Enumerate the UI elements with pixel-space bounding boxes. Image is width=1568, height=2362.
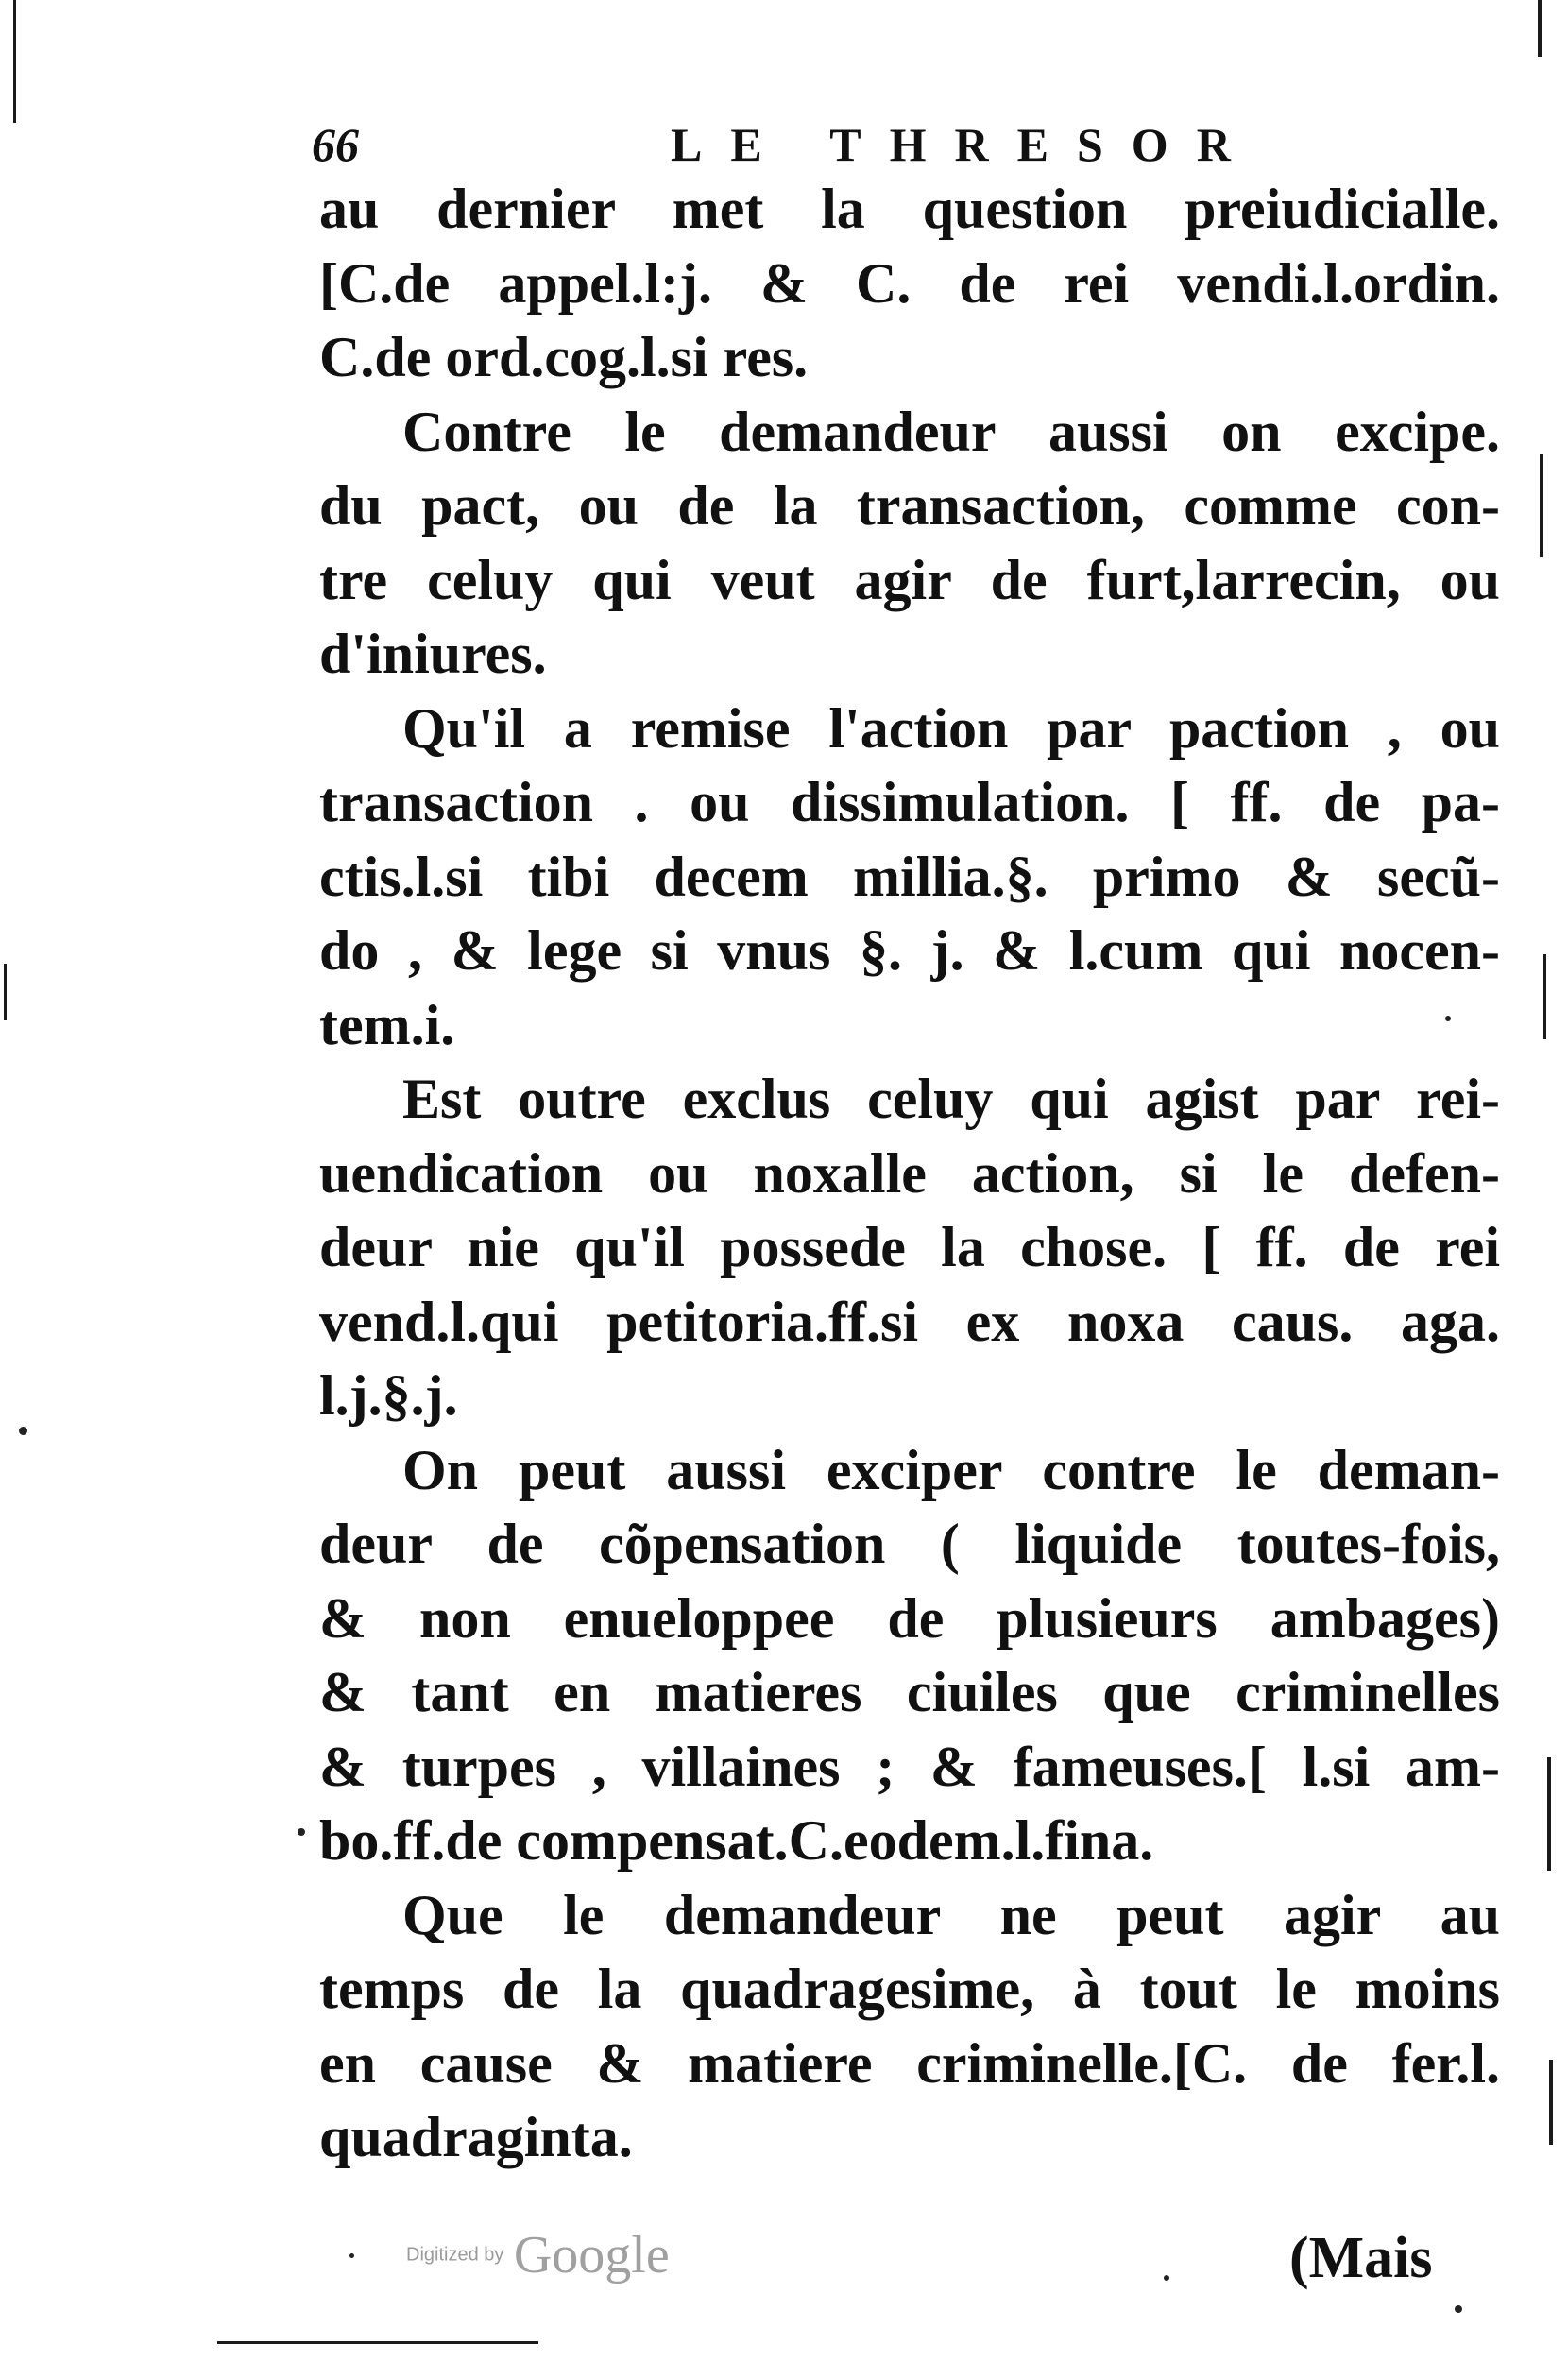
digitized-label: Digitized by	[406, 2244, 504, 2266]
text-line: ctis.l.si tibi decem millia.§. primo & secũ-	[319, 845, 1500, 908]
left-edge-shadow	[4, 964, 7, 1020]
text-line: & non enueloppee de plusieurs ambages)	[319, 1586, 1500, 1650]
text-line: & turpes , villaines ; & fameuses.[ l.si am-	[319, 1735, 1500, 1798]
text-line: Qu'il a remise l'action par paction , ou	[402, 696, 1500, 760]
page-header	[312, 111, 1492, 178]
digitized-watermark	[406, 2225, 670, 2285]
text-line: transaction . ou dissimulation. [ ff. de pa-	[319, 771, 1500, 833]
text-line: deur de cõpensation ( liquide toutes-fois,	[319, 1513, 1500, 1575]
right-edge-shadow	[1547, 1757, 1551, 1871]
text-line: tem.i.	[319, 993, 455, 1056]
text-line: & tant en matieres ciuiles que criminelles	[319, 1661, 1500, 1723]
google-logo: Google	[513, 2226, 670, 2285]
left-edge-shadow	[13, 0, 16, 123]
text-line: uendication ou noxalle action, si le defen-	[319, 1141, 1500, 1205]
text-line: [C.de appel.l:j. & C. de rei vendi.l.ordin.	[319, 251, 1500, 315]
text-line: bo.ff.de compensat.C.eodem.l.fina.	[319, 1809, 1154, 1872]
ink-speck	[349, 2253, 354, 2258]
text-line: au dernier met la question preiudicialle.	[319, 178, 1500, 240]
running-head: LE THRESOR	[671, 118, 1259, 171]
text-line: Est outre exclus celuy qui agist par rei-	[402, 1068, 1500, 1130]
text-line: C.de ord.cog.l.si res.	[319, 326, 809, 388]
ink-speck	[1455, 2305, 1462, 2313]
text-line: deur nie qu'il possede la chose. [ ff. de rei	[319, 1216, 1500, 1278]
right-edge-shadow	[1543, 954, 1546, 1039]
right-edge-shadow	[1549, 2060, 1553, 2145]
text-line: du pact, ou de la transaction, comme con-	[319, 474, 1500, 537]
text-line: Contre le demandeur aussi on excipe.	[402, 400, 1500, 463]
bottom-edge-shadow	[217, 2341, 538, 2344]
text-line: do , & lege si vnus §. j. & l.cum qui nocen-	[319, 919, 1500, 982]
text-line: temps de la quadragesime, à tout le moins	[319, 1958, 1500, 2020]
right-edge-shadow	[1540, 454, 1543, 557]
text-line: tre celuy qui veut agir de furt,larrecin, ou	[319, 548, 1500, 611]
text-line: d'iniures.	[319, 623, 547, 685]
text-line: l.j.§.j.	[319, 1364, 458, 1427]
ink-speck	[19, 1427, 27, 1435]
text-line: Que le demandeur ne peut agir au	[402, 1883, 1500, 1946]
page-number: 66	[312, 118, 359, 171]
ink-speck	[1164, 2275, 1169, 2281]
catchword: (Mais	[1289, 2226, 1433, 2290]
right-edge-shadow	[1538, 0, 1542, 57]
text-line: en cause & matiere criminelle.[C. de fer.l.	[319, 2031, 1500, 2095]
text-line: quadraginta.	[319, 2106, 633, 2168]
ink-speck	[298, 1828, 305, 1836]
body-text	[319, 172, 1500, 2175]
text-line: On peut aussi exciper contre le deman-	[402, 1438, 1500, 1501]
text-line: vend.l.qui petitoria.ff.si ex noxa caus. aga.	[319, 1290, 1500, 1353]
